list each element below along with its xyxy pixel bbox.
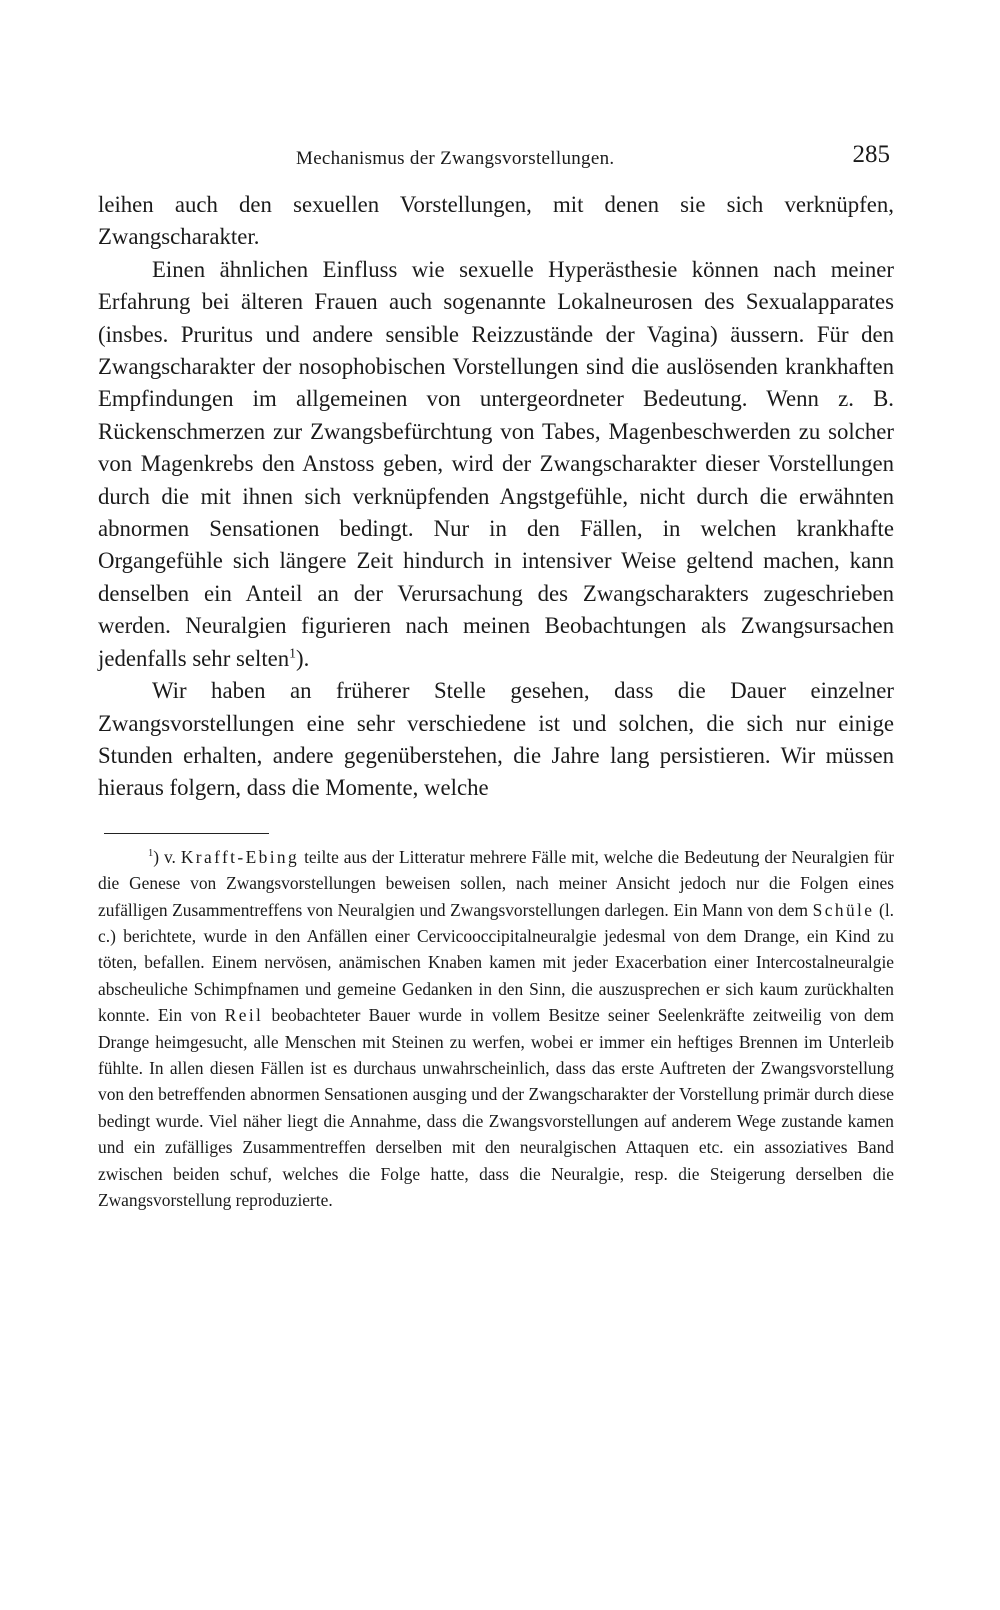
paragraph-3-text: Wir haben an früherer Stelle gesehen, dass die Dauer einzelner Zwangsvorstellungen eine sehr verschiedene ist und solchen, die sich nur einige Stunden erhalten, andere gegenüberstehen, die Jahre lang persistieren. Wir müssen hieraus folgern, dass die Momente, welche (98, 678, 894, 801)
footnote-reference: 1 (289, 645, 296, 661)
paragraph-duration (98, 675, 894, 805)
footnote-author-krafft-ebing: Krafft-Ebing (180, 846, 300, 867)
footnote-author-reil: Reil (224, 1005, 264, 1026)
page-number: 285 (852, 141, 890, 168)
footnote-author-schuele: Schüle (812, 899, 875, 920)
paragraph-continued (98, 189, 894, 254)
paragraph-2-end: ). (296, 645, 310, 671)
main-text (98, 189, 894, 805)
running-head (98, 140, 894, 180)
paragraph-1-text: leihen auch den sexuellen Vorstellungen, mit denen sie sich verknüpfen, Zwangscharakter. (98, 192, 894, 250)
footnote-marker: 1 (148, 847, 154, 859)
book-page (98, 140, 894, 1213)
footnote-text-3: beobachteter Bauer wurde in vollem Besitze seiner Seelenkräfte zeitweilig von dem Drange heimgesucht, alle Menschen mit Steinen zu werfen, wobei er immer ein heftiges Brennen im Unterleib fühlte. In allen diesen Fällen ist es durchaus unwahrscheinlich, dass das erste Auftreten der Zwangsvorstellung von den betreffenden abnormen Sensationen ausging und der Zwangscharakter der Vorstellung primär durch diese bedingt wurde. Viel näher liegt die Annahme, dass die Zwangsvorstellungen auf anderem Wege zustande kamen und ein zufälliges Zusammentreffen derselben mit den neuralgischen Attaquen etc. ein assoziatives Band zwischen beiden schuf, welches die Folge hatte, dass die Neuralgie, resp. die Steigerung derselben die Zwangsvorstellung reproduzierte. (98, 1005, 894, 1210)
footnote (98, 844, 894, 1214)
footnote-text-2: (l. c.) berichtete, wurde in den Anfällen einer Cervicooccipitalneuralgie jedesmal von dem Drange, ein Kind zu töten, befallen. Einem nervösen, anämischen Knaben kamen mit jeder Exacerbation einer Intercostalneuralgie abscheuliche Schimpfnamen und gemeine Gedanken in den Sinn, die auszusprechen er sich kaum zurückhalten konnte. Ein von (98, 899, 894, 1026)
paragraph-local-neuroses (98, 254, 894, 675)
running-title: Mechanismus der Zwangsvorstellungen. (296, 148, 615, 169)
paragraph-2-text: Einen ähnlichen Einfluss wie sexuelle Hyperästhesie können nach meiner Erfahrung bei älteren Frauen auch sogenannte Lokalneurosen des Sexualapparates (insbes. Pruritus und andere sensible Reizzustände der Vagina) äussern. Für den Zwangscharakter der nosophobischen Vorstellungen sind die auslösenden krankhaften Empfindungen im allgemeinen von untergeordneter Bedeutung. Wenn z. B. Rückenschmerzen zur Zwangsbefürchtung von Tabes, Magenbeschwerden zu solcher von Magenkrebs den Anstoss geben, wird der Zwangscharakter dieser Vorstellungen durch die mit ihnen sich verknüpfenden Angstgefühle, nicht durch die erwähnten abnormen Sensationen bedingt. Nur in den Fällen, in welchen krankhafte Organgefühle sich längere Zeit hindurch in intensiver Weise geltend machen, kann denselben ein Anteil an der Verursachung des Zwangscharakters zugeschrieben werden. Neuralgien figurieren nach meinen Beobachtungen als Zwangsursachen jedenfalls sehr selten (98, 256, 894, 671)
footnote-divider (104, 833, 269, 834)
footnote-text-1: teilte aus der Litteratur mehrere Fälle mit, welche die Bedeutung der Neuralgien für die Genese von Zwangsvorstellungen beweisen sollen, nach meiner Ansicht jedoch nur die Folgen eines zufälligen Zusammentreffens von Neuralgien und Zwangsvorstellungen darlegen. Ein Mann von dem (98, 846, 894, 920)
footnote-marker-paren: ) v. (153, 846, 181, 867)
